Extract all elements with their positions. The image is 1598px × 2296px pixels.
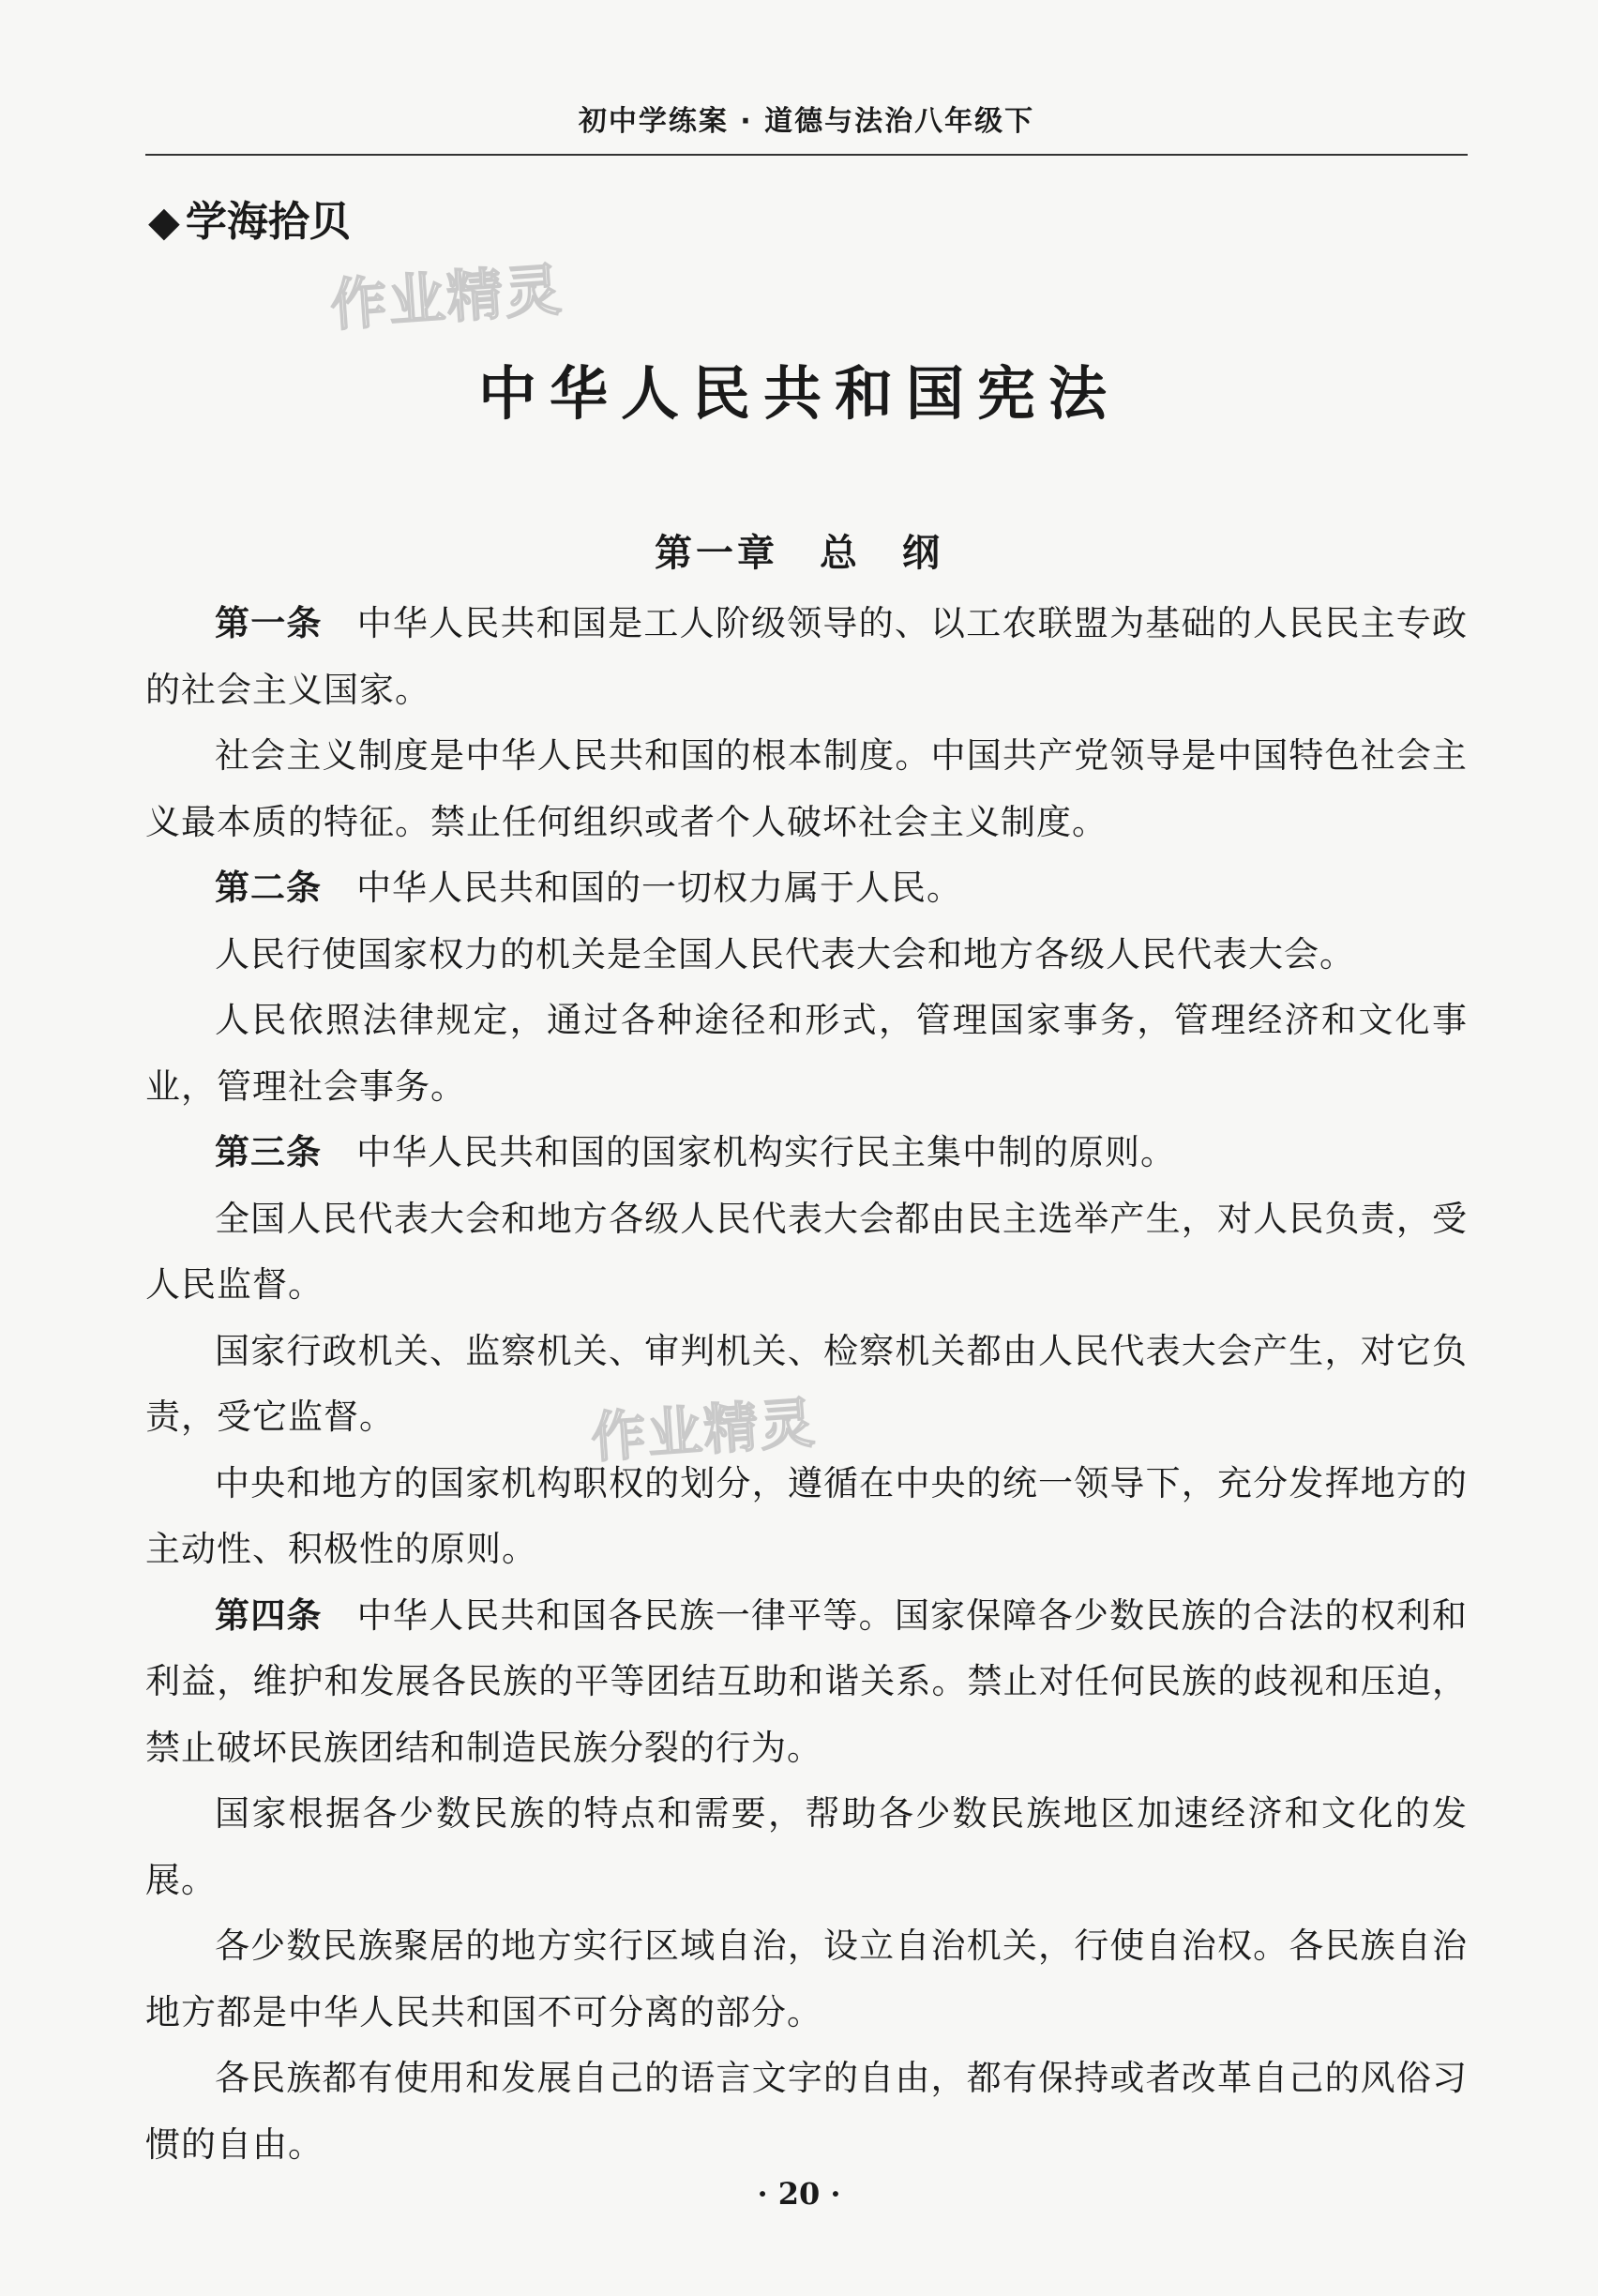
article-paragraph [145,723,1468,855]
paragraph-text: 中华人民共和国的一切权力属于人民。 [356,868,962,908]
article-label: 第二条 [215,868,322,908]
paragraph-text: 中华人民共和国各民族一律平等。国家保障各少数民族的合法的权利和利益，维护和发展各民族的平等团结互助和谐关系。禁止对任何民族的歧视和压迫，禁止破坏民族团结和制造民族分裂的行为。 [145,1594,1469,1768]
section-heading [148,188,351,248]
paragraph-text: 国家根据各少数民族的特点和需要，帮助各少数民族地区加速经济和文化的发展。 [145,1793,1468,1900]
paragraph-text: 中华人民共和国是工人阶级领导的、以工农联盟为基础的人民民主专政的社会主义国家。 [145,603,1469,710]
paragraph-text: 中华人民共和国的国家机构实行民主集中制的原则。 [356,1132,1176,1172]
diamond-bullet-icon: ◆ [148,198,180,246]
paragraph-text: 各少数民族聚居的地方实行区域自治，设立自治机关，行使自治权。各民族自治地方都是中华人民共和国不可分离的部分。 [145,1926,1468,2032]
article-label: 第一条 [215,603,323,643]
article-paragraph [145,988,1468,1120]
document-title: 中华人民共和国宪法 [477,359,1120,428]
watermark: 作业精灵 [589,1390,819,1471]
watermark: 作业精灵 [328,257,565,340]
chapter-title: 第一章 总 纲 [655,532,943,575]
running-header: 初中学练案 · 道德与法治八年级下 [578,105,1035,138]
article-paragraph [145,1186,1468,1319]
article-paragraph [145,1913,1468,2046]
article-label: 第三条 [215,1132,322,1172]
page-number: · 20 · [757,2176,841,2212]
article-paragraph [145,922,1468,989]
paragraph-text: 社会主义制度是中华人民共和国的根本制度。中国共产党领导是中国特色社会主义最本质的特征。禁止任何组织或者个人破坏社会主义制度。 [145,735,1468,842]
article-paragraph [145,1120,1468,1186]
article-paragraph [145,855,1468,922]
paragraph-text: 国家行政机关、监察机关、审判机关、检察机关都由人民代表大会产生，对它负责，受它监督。 [145,1330,1468,1437]
paragraph-text: 中央和地方的国家机构职权的划分，遵循在中央的统一领导下，充分发挥地方的主动性、积极性的原则。 [145,1462,1468,1569]
paragraph-text: 全国人民代表大会和地方各级人民代表大会都由民主选举产生，对人民负责，受人民监督。 [145,1198,1468,1305]
article-paragraph [145,1781,1468,1913]
article-label: 第四条 [215,1594,323,1636]
article-paragraph [145,1451,1468,1583]
article-paragraph [145,591,1468,723]
paragraph-text: 人民行使国家权力的机关是全国人民代表大会和地方各级人民代表大会。 [215,933,1355,974]
paragraph-text: 各民族都有使用和发展自己的语言文字的自由，都有保持或者改革自己的风俗习惯的自由。 [145,2058,1468,2165]
section-title: 学海拾贝 [185,198,351,246]
header-rule [145,154,1468,156]
article-paragraph [145,2046,1468,2178]
article-paragraph [145,1583,1468,1782]
paragraph-text: 人民依照法律规定，通过各种途径和形式，管理国家事务，管理经济和文化事业，管理社会事务。 [145,1000,1468,1107]
